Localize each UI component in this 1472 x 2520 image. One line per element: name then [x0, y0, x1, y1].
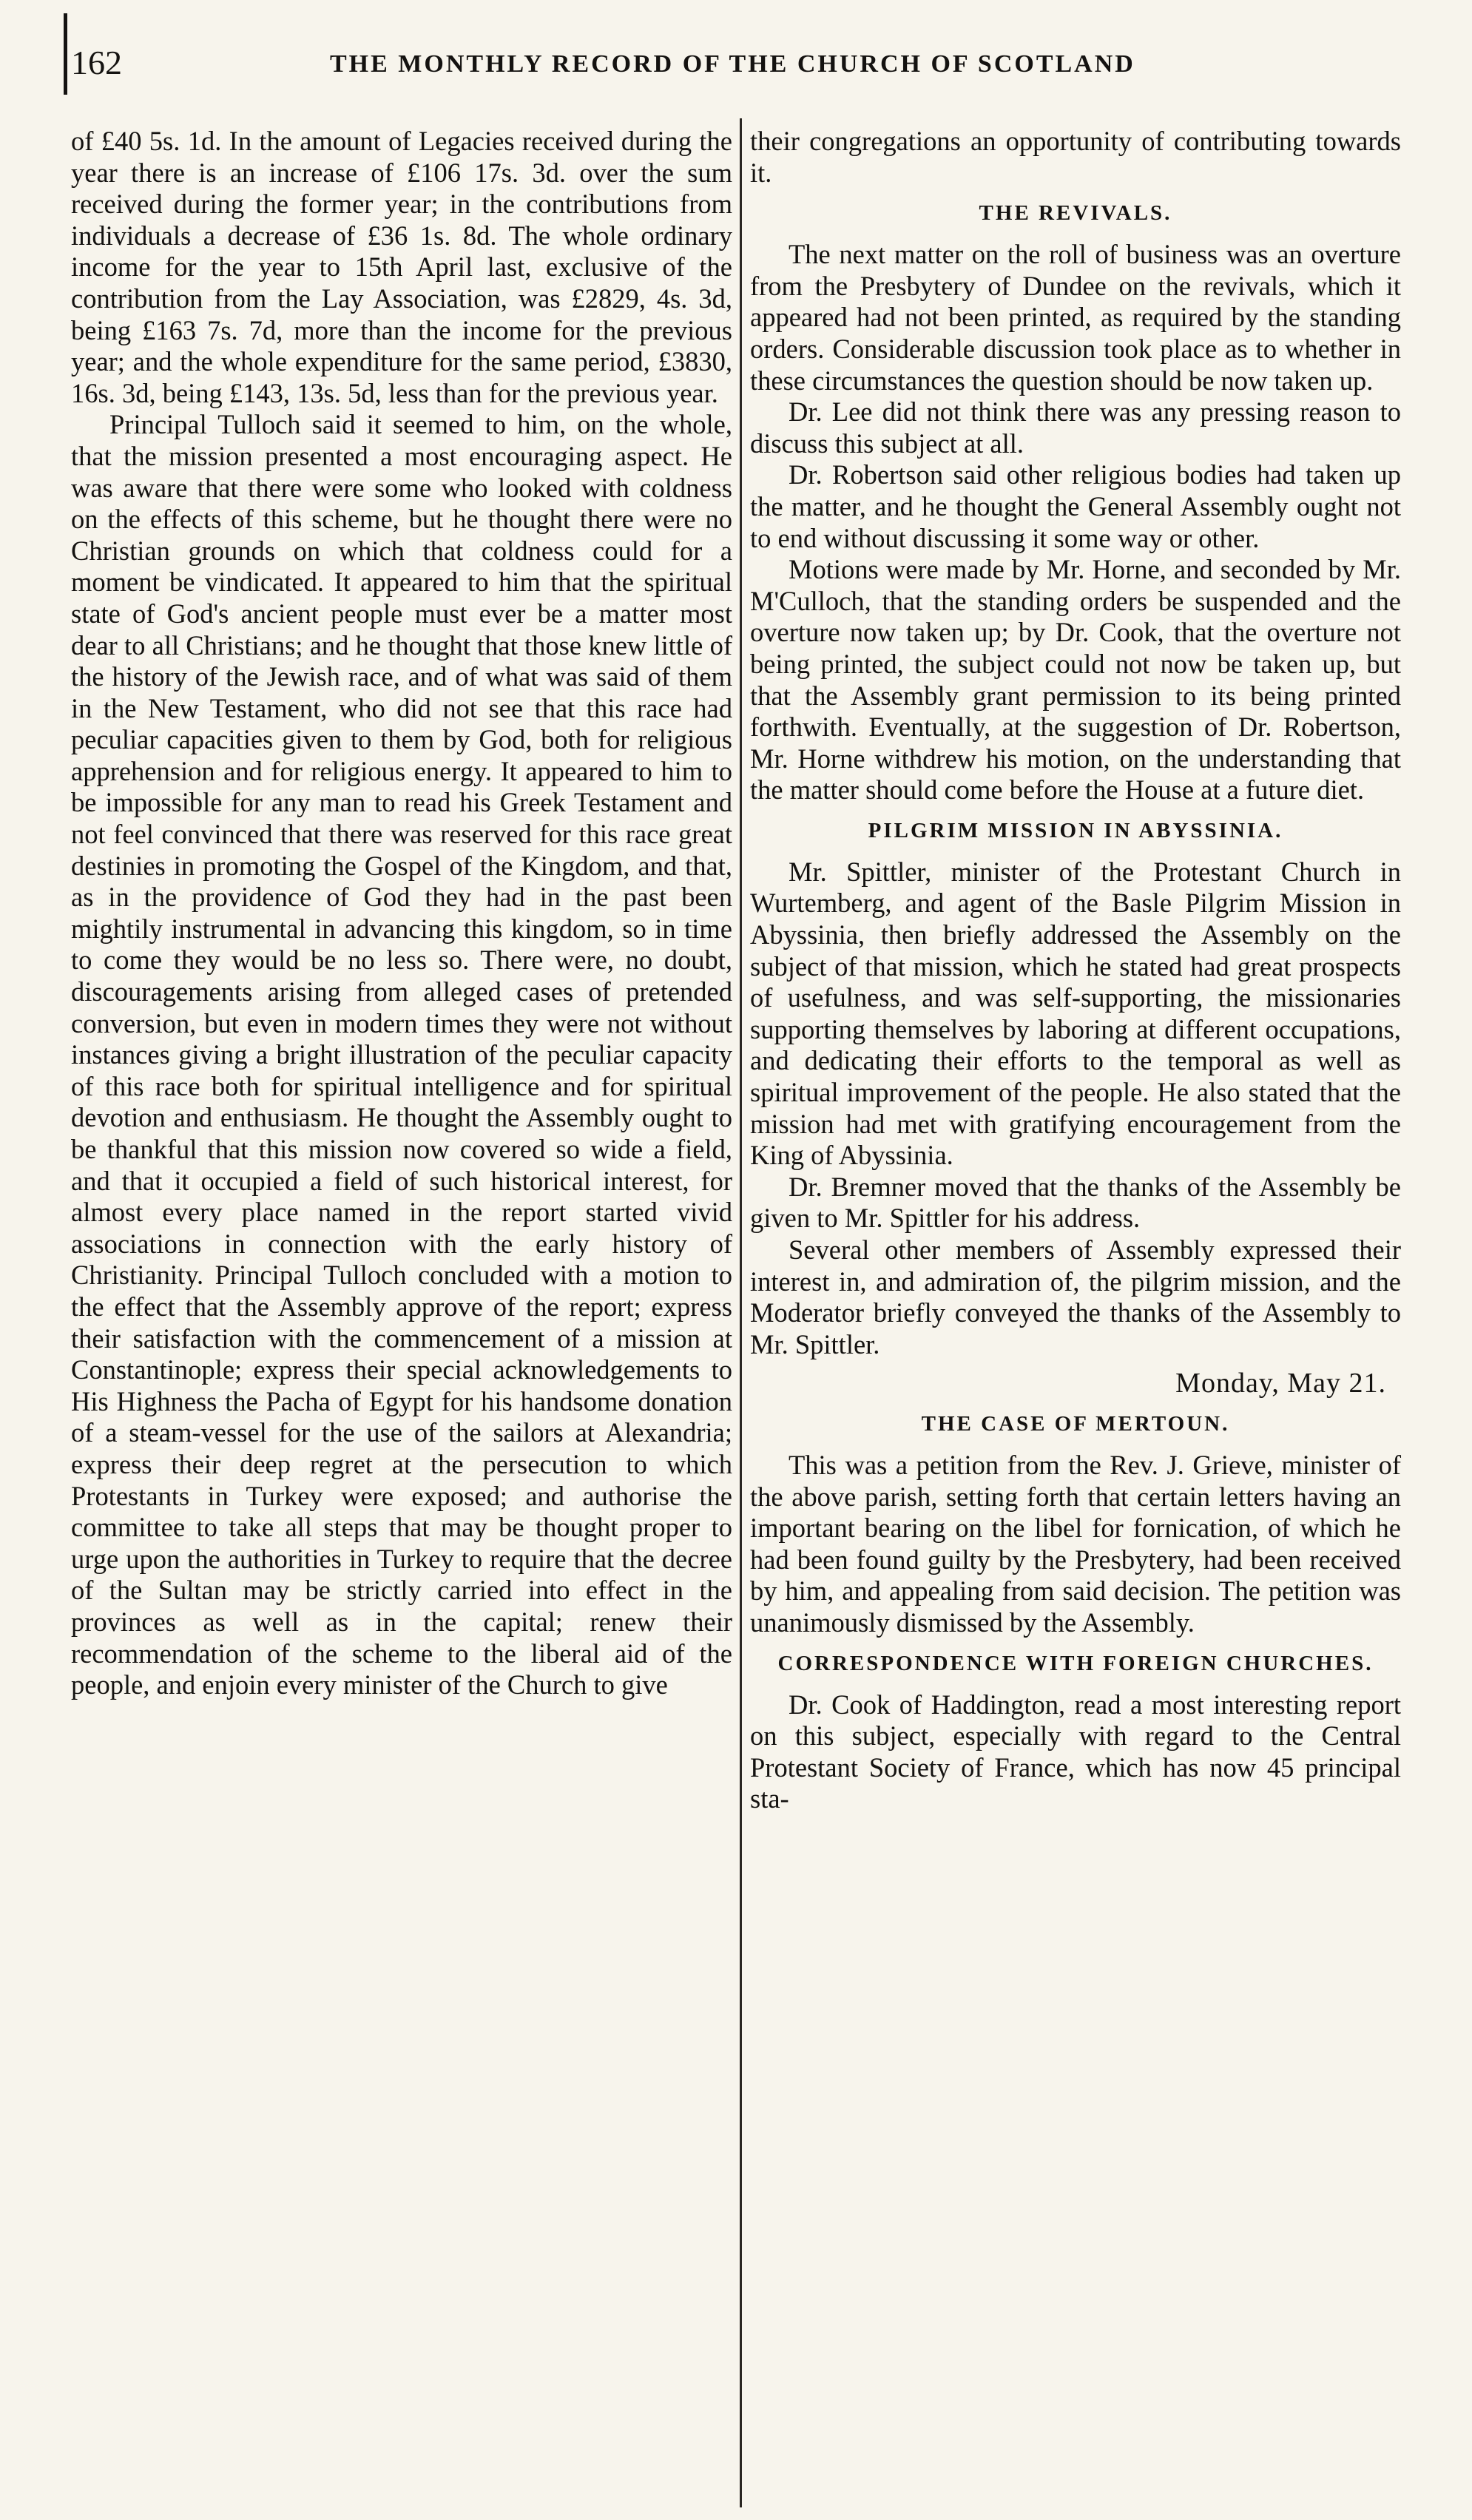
running-head: THE MONTHLY RECORD OF THE CHURCH OF SCOTLAND	[330, 50, 1135, 78]
paragraph: Dr. Robertson said other religious bodies had taken up the matter, and he thought the General Assembly ought not to end without discussing it some way or other.	[750, 459, 1401, 553]
paragraph: Mr. Spittler, minister of the Protestant Church in Wurtemberg, and agent of the Basle Pilgrim Mission in Abyssinia, then briefly addressed the Assembly on the subject of that mission, which he stated had great prospects of usefulness, and was self-supporting, the missionaries supporting themselves by laboring at different occupations, and dedicating their efforts to the temporal as well as spiritual improvement of the people. He also stated that the mission had met with gratifying encouragement from the King of Abyssinia.	[750, 856, 1401, 1171]
section-heading-revivals: THE REVIVALS.	[979, 201, 1172, 226]
paragraph: The next matter on the roll of business was an overture from the Presbytery of Dundee on the revivals, which it appeared had not been printed, as required by the standing orders. Considerable discussion took place as to whether in these circumstances the question should be now taken up.	[750, 239, 1401, 396]
section-heading-foreign-churches: CORRESPONDENCE WITH FOREIGN CHURCHES.	[777, 1651, 1374, 1675]
page-number: 162	[71, 44, 122, 81]
paragraph: Principal Tulloch said it seemed to him, on the whole, that the mission presented a most encouraging aspect. He was aware that there were some who looked with coldness on the effects of this scheme, but he thought there were no Christian grounds on which that coldness could for a moment be vindicated. It appeared to him that the spiritual state of God's ancient people must ever be a matter most dear to all Christians; and he thought that those knew little of the history of the Jewish race, and of what was said of them in the New Testament, who did not see that this race had peculiar capacities given to them by God, both for religious apprehension and for religious energy. It appeared to him to be impossible for any man to read his Greek Testament and not feel convinced that there was reserved for this race great destinies in promoting the Gospel of the Kingdom, and that, as in the providence of God they had in the past been mightily instrumental in advancing this kingdom, so in time to come they would be no less so. There were, no doubt, discouragements arising from alleged cases of pretended conversion, but even in modern times they were not without instances giving a bright illustration of the peculiar capacity of this race both for spiritual intelligence and for spiritual devotion and enthusiasm. He thought the Assembly ought to be thankful that this mission now covered so wide a field, and that it occupied a field of such historical interest, for almost every place named in the report started vivid associations in connection with the early history of Christianity. Principal Tulloch concluded with a motion to the effect that the Assembly approve of the report; express their satisfaction with the commencement of a mission at Constantinople; express their special acknowledgements to His Highness the Pacha of Egypt for his handsome donation of a steam-vessel for the use of the sailors at Alexandria; express their deep regret at the persecution to which Protestants in Turkey were exposed; and authorise the committee to take all steps that may be thought proper to urge upon the authorities in Turkey to require that the decree of the Sultan may be strictly carried into effect in the provinces as well as in the capital; renew their recommendation of the scheme to the liberal aid of the people, and enjoin every minister of the Church to give	[71, 409, 732, 1700]
dateline: Monday, May 21.	[1175, 1368, 1386, 1399]
paragraph: of £40 5s. 1d. In the amount of Legacies received during the year there is an increase of £106 17s. 3d. over the sum received during the former year; in the contributions from individuals a decrease of £36 1s. 8d. The whole ordinary income for the year to 15th April last, exclusive of the contribution from the Lay Association, was £2829, 4s. 3d, being £163 7s. 7d, more than the income for the previous year; and the whole expenditure for the same period, £3830, 16s. 3d, being £143, 13s. 5d, less than for the previous year.	[71, 126, 732, 408]
page-header	[71, 43, 1402, 102]
section-heading-pilgrim-mission: PILGRIM MISSION IN ABYSSINIA.	[868, 818, 1283, 842]
paragraph: Dr. Lee did not think there was any pressing reason to discuss this subject at all.	[750, 396, 1401, 459]
paragraph: Dr. Bremner moved that the thanks of the Assembly be given to Mr. Spittler for his address.	[750, 1171, 1401, 1234]
left-margin-rule	[64, 13, 67, 95]
paragraph: This was a petition from the Rev. J. Grieve, minister of the above parish, setting forth that certain letters having an important bearing on the libel for fornication, of which he had been found guilty by the Presbytery, had been received by him, and appealing from said decision. The petition was unanimously dismissed by the Assembly.	[750, 1449, 1401, 1638]
column-divider	[740, 118, 742, 2507]
paragraph: Dr. Cook of Haddington, read a most interesting report on this subject, especially with regard to the Central Protestant Society of France, which has now 45 principal sta-	[750, 1689, 1401, 1814]
paragraph: their congregations an opportunity of contributing towards it.	[750, 126, 1401, 188]
paragraph: Motions were made by Mr. Horne, and seconded by Mr. M'Culloch, that the standing orders be suspended and the overture now taken up; by Dr. Cook, that the overture not being printed, the subject could not now be taken up, but that the Assembly grant permission to its being printed forthwith. Eventually, at the suggestion of Dr. Robertson, Mr. Horne withdrew his motion, on the understanding that the matter should come before the House at a future diet.	[750, 554, 1401, 805]
paragraph: Several other members of Assembly expressed their interest in, and admiration of, the pilgrim mission, and the Moderator briefly conveyed the thanks of the Assembly to Mr. Spittler.	[750, 1234, 1401, 1359]
right-column	[750, 126, 1401, 1815]
left-column	[71, 126, 732, 1701]
section-heading-mertoun: THE CASE OF MERTOUN.	[921, 1411, 1230, 1436]
